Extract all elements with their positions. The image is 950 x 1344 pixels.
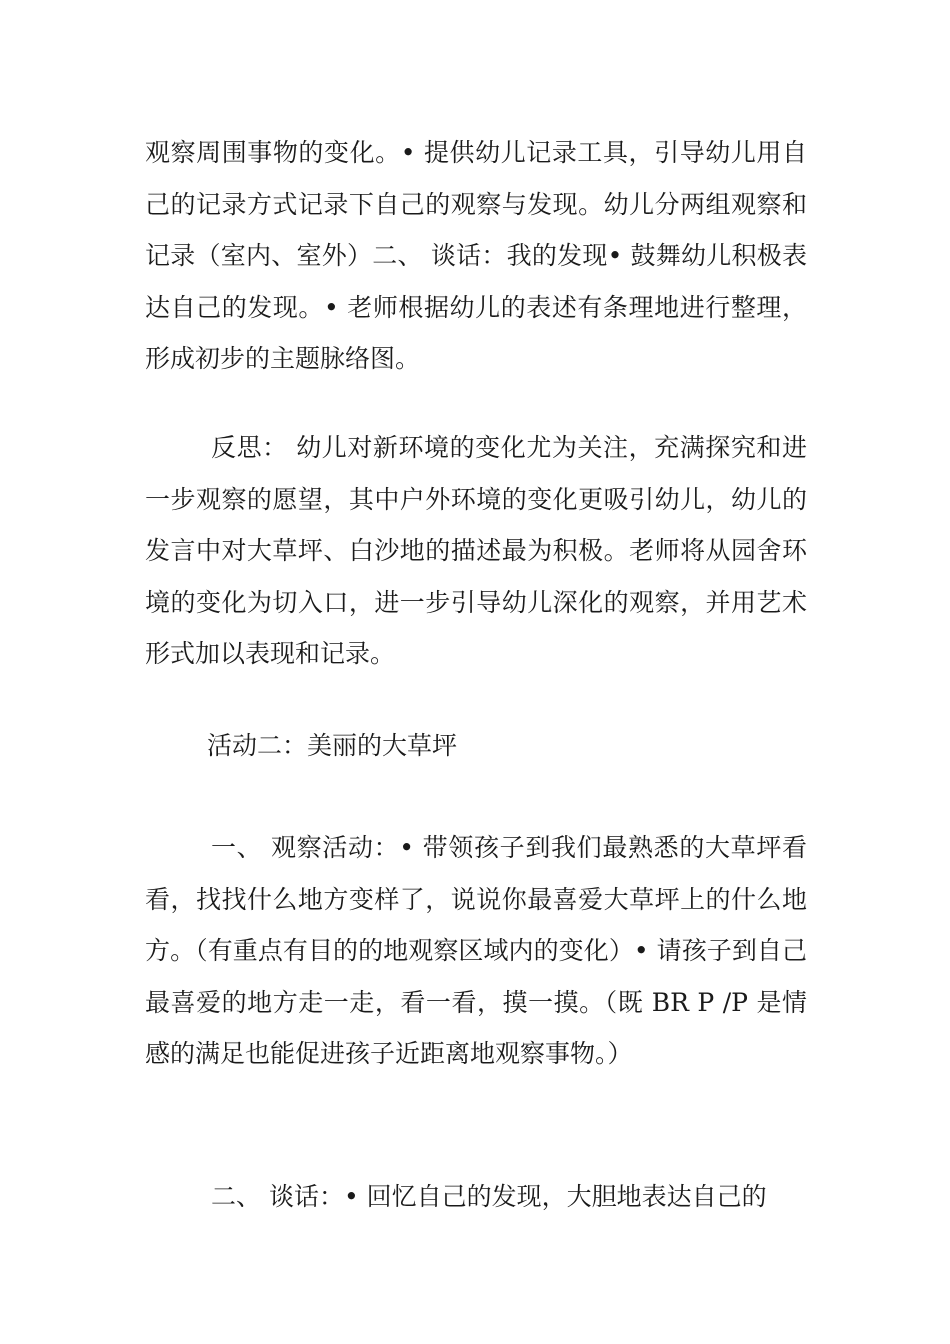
- paragraph-observation-discussion: 观察周围事物的变化。• 提供幼儿记录工具，引导幼儿用自己的记录方式记录下自己的观察与发现。幼儿分两组观察和记录（室内、室外）二、 谈话：我的发现• 鼓舞幼儿积极表达自己的发现。• 老师根据幼儿的表述有条理地进行整理，形成初步的主题脉络图。: [145, 138, 807, 373]
- paragraph-discussion: 二、 谈话：• 回忆自己的发现，大胆地表达自己的: [211, 1182, 767, 1211]
- paragraph-observation-activity: 一、 观察活动：• 带领孩子到我们最熟悉的大草坪看看，找找什么地方变样了，说说你最喜爱大草坪上的什么地方。（有重点有目的的地观察区域内的变化）• 请孩子到自己最喜爱的地方走一走，看一看，摸一摸。（既 BR P /P 是情感的满足也能促进孩子近距离地观察事物。）: [145, 833, 807, 1068]
- paragraph-reflection: 反思： 幼儿对新环境的变化尤为关注，充满探究和进一步观察的愿望，其中户外环境的变化更吸引幼儿，幼儿的发言中对大草坪、白沙地的描述最为积极。老师将从园舍环境的变化为切入口，进一步引导幼儿深化的观察，并用艺术形式加以表现和记录。: [145, 433, 807, 668]
- section-heading-activity-two: 活动二：美丽的大草坪: [207, 731, 458, 760]
